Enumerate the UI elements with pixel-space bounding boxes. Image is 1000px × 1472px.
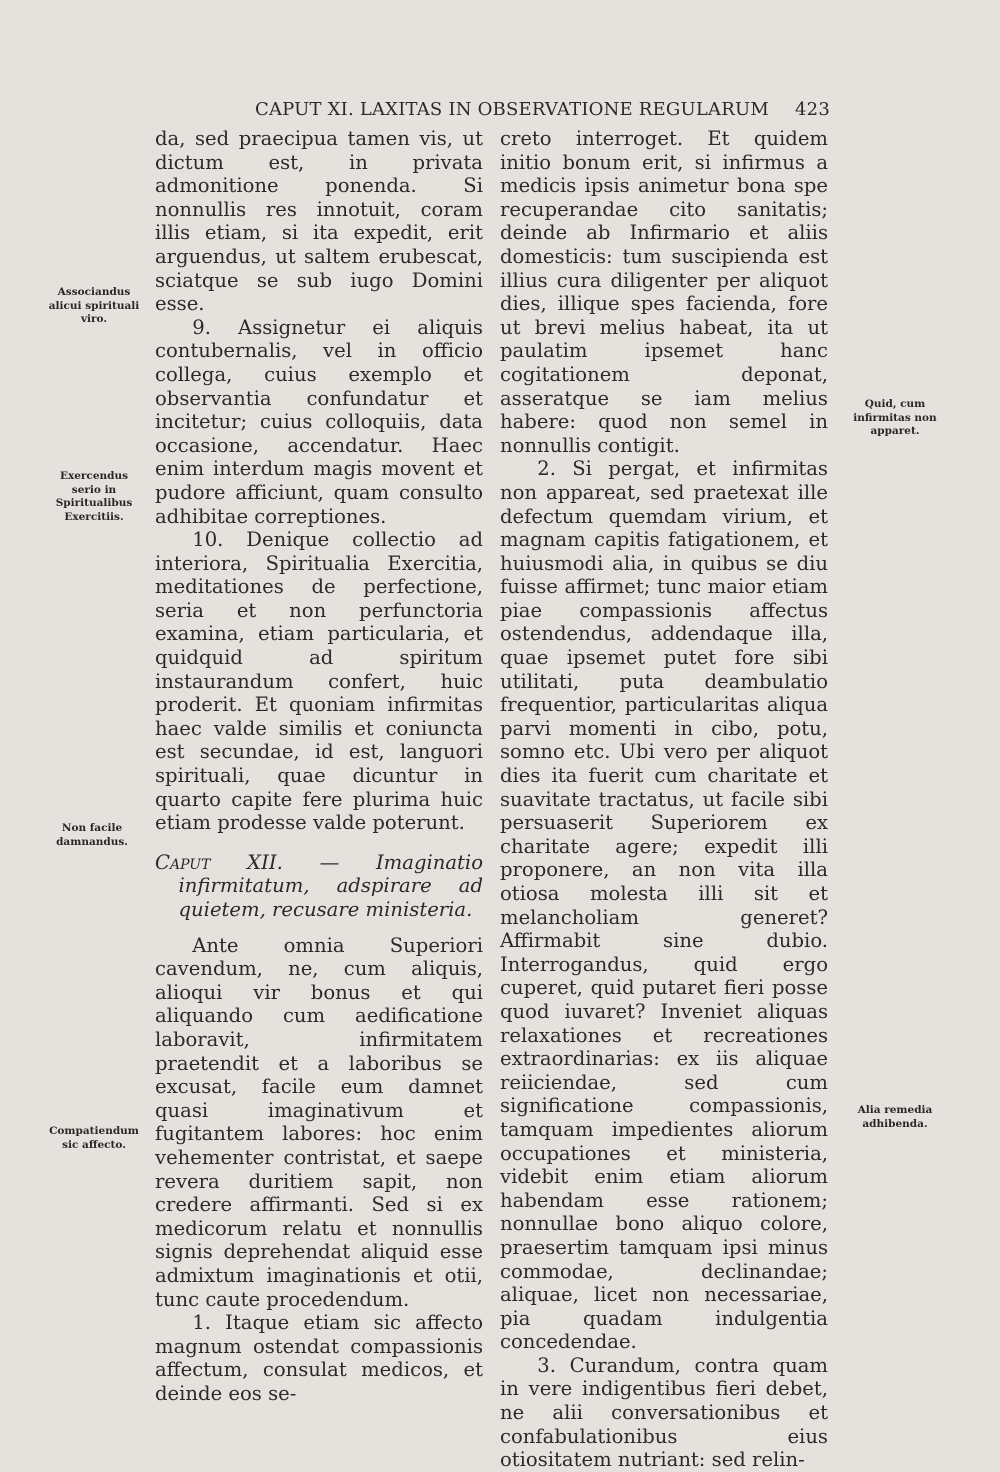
paragraph: da, sed praecipua tamen vis, ut dictum est, in privata admonitione ponenda. Si nonnullis res innotuit, coram illis etiam, si ita expedit, erit arguendus, ut saltem erubescat, sciatque se sub iugo Domini esse.: [155, 127, 483, 316]
chapter-label: Caput XII.: [155, 850, 283, 874]
margin-note-exercendus: Exercendus serio in Spiritualibus Exercitiis.: [55, 470, 133, 523]
right-column: [500, 127, 828, 1472]
left-column: [155, 127, 483, 1405]
paragraph-3: 3. Curandum, contra quam in vere indigentibus fieri debet, ne alii conversationibus et confabulationibus eius otiositatem nutriant: sed relin-: [500, 1353, 828, 1472]
paragraph: creto interroget. Et quidem initio bonum erit, si infirmus a medicis ipsis animetur bona spe recuperandae cito sanitatis; deinde ab Infirmario et aliis domesticis: tum suscipienda est illius cura diligenter per aliquot dies, illique spes facienda, fore ut brevi melius habeat, ita ut paulatim ipsemet hanc cogitationem deponat, asseratque se iam melius habere: quod non semel in nonnullis contigit.: [500, 127, 828, 457]
paragraph-intro: Ante omnia Superiori cavendum, ne, cum aliquis, alioqui vir bonus et qui aliquando cum aedificatione laboravit, infirmitatem praetendit et a laboribus se excusat, facile eum damnet quasi imaginativum et fugitantem labores: hoc enim vehementer contristat, et saepe revera duritiem sapit, non credere affirmanti. Sed si ex medicorum relatu et nonnullis signis deprehendat aliquid esse admixtum imaginationis et otii, tunc caute procedendum.: [155, 933, 483, 1311]
chapter-heading: [155, 851, 483, 922]
margin-note-non-facile: Non facile damnandus.: [56, 822, 128, 848]
paragraph-2: 2. Si pergat, et infirmitas non appareat, sed praetexat ille defectum quemdam virium, et magnam capitis fatigationem, et huiusmodi alia, in quibus se diu fuisse affirmet; tunc maior etiam piae compassionis affectus ostendendus, addendaque illa, quae ipsemet putet fore sibi utilitati, puta deambulatio frequentior, particularitas aliqua parvi momenti in cibo, potu, somno etc. Ubi vero per aliquot dies ita fuerit cum charitate et suavitate tractatus, ut facile sibi persuaserit Superiorem ex charitate agere; expedit illi proponere, an non vita illa otiosa molesta illi sit et melancholiam generet? Affirmabit sine dubio. Interrogandus, quid ergo cuperet, quid putaret fieri posse quod iuvaret? Inveniet aliquas relaxationes et recreationes extraordinarias: ex iis aliquae reiiciendae, sed cum significatione compassionis, tamquam impedientes aliorum occupationes et ministeria, videbit enim etiam aliorum habendam esse rationem; nonnullae bono aliquo colore, praesertim tamquam ipsi minus commodae, declinandae; aliquae, licet non necessariae, pia quadam indulgentia concedendae.: [500, 457, 828, 1354]
running-title: CAPUT XI. LAXITAS IN OBSERVATIONE REGULARUM: [255, 99, 769, 120]
margin-note-compatiendum: Compatiendum sic affecto.: [49, 1125, 139, 1151]
margin-note-associandus: Associandus alicui spirituali viro.: [48, 286, 140, 325]
paragraph-9: 9. Assignetur ei aliquis contubernalis, vel in officio collega, cuius exemplo et observantia confundatur et incitetur; cuius colloquiis, data occasione, accendatur. Haec enim interdum magis movent et pudore afficiunt, quam consulto adhibitae correptiones.: [155, 315, 483, 528]
margin-note-quid: Quid, cum infirmitas non apparet.: [853, 398, 937, 437]
paragraph-1: 1. Itaque etiam sic affecto magnum ostendat compassionis affectum, consulat medicos, et deinde eos se-: [155, 1311, 483, 1405]
chapter-title: — Imaginatio infirmitatum, adspirare ad quietem, recusare ministeria.: [178, 850, 483, 921]
page-number: 423: [795, 99, 830, 120]
paragraph-10: 10. Denique collectio ad interiora, Spiritualia Exercitia, meditationes de perfectione, seria et non perfunctoria examina, etiam particularia, et quidquid ad spiritum instaurandum confert, huic proderit. Et quoniam infirmitas haec valde similis et coniuncta est secundae, id est, languori spirituali, quae dicuntur in quarto capite fere plurima huic etiam prodesse valde poterunt.: [155, 528, 483, 835]
margin-note-alia-remedia: Alia remedia adhibenda.: [857, 1104, 933, 1130]
